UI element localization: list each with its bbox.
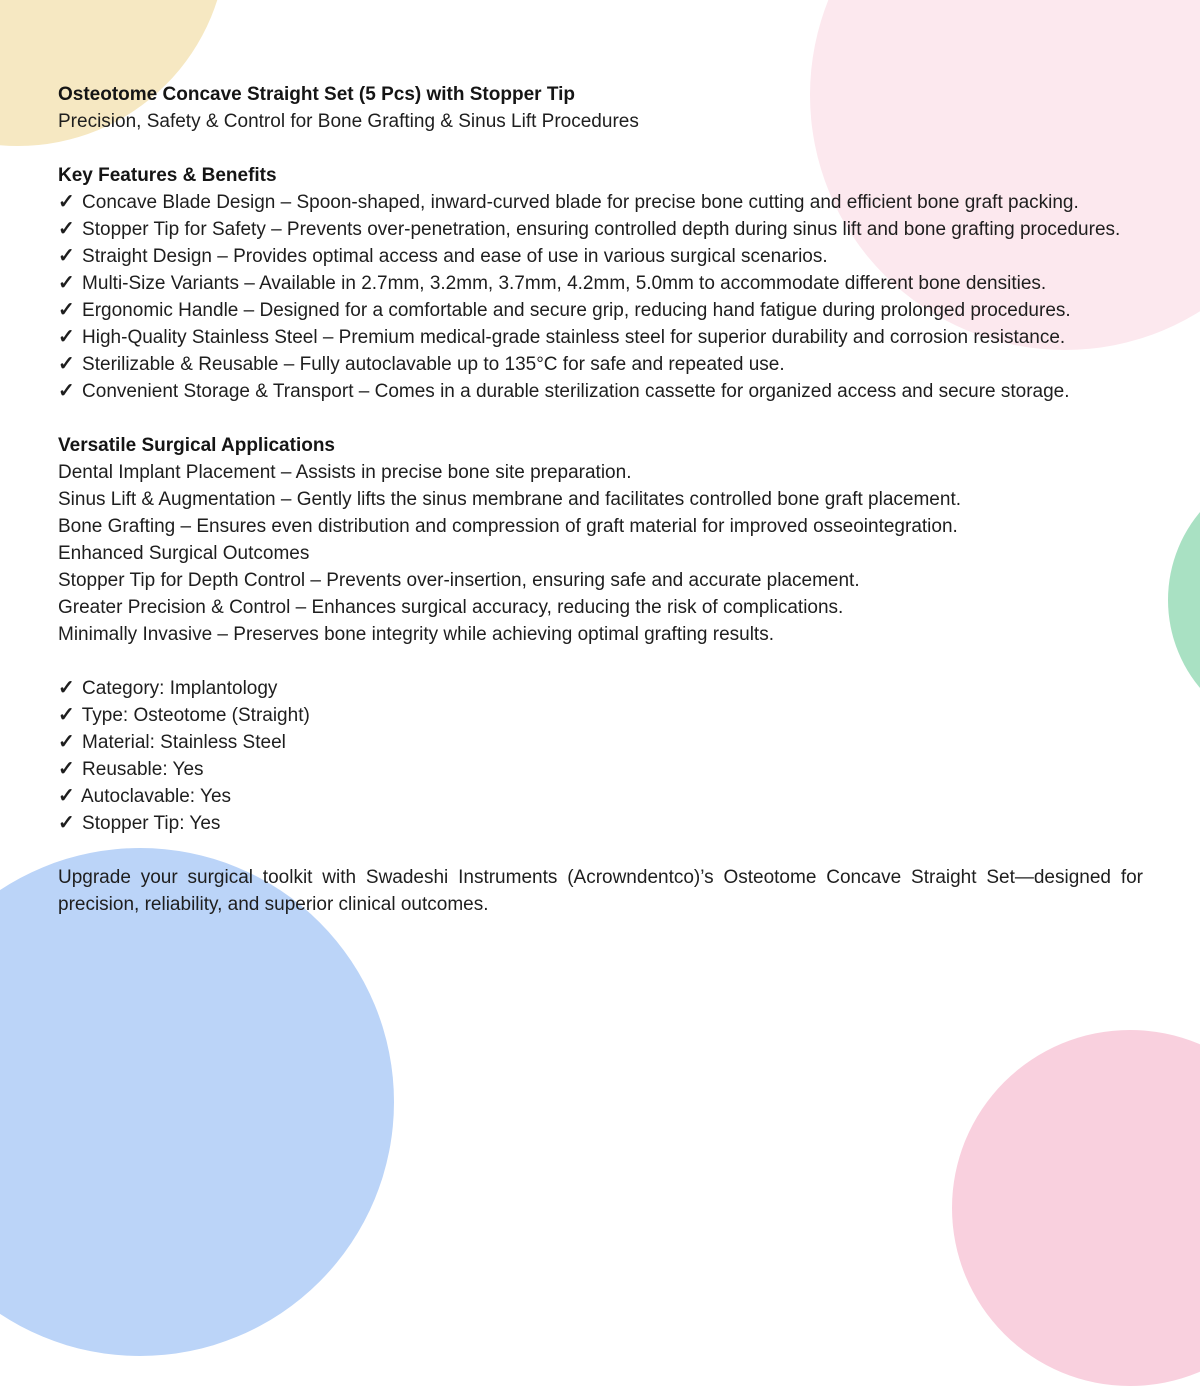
spec-item: [58, 783, 1143, 810]
check-icon: ✓: [58, 245, 75, 267]
check-icon: ✓: [58, 677, 75, 699]
check-icon: ✓: [58, 758, 75, 780]
check-icon: ✓: [58, 812, 75, 834]
feature-item: [58, 216, 1143, 243]
application-item: Stopper Tip for Depth Control – Prevents over-insertion, ensuring safe and accurate placement.: [58, 570, 860, 591]
spacer: [58, 837, 1143, 864]
spec-item: [58, 756, 1143, 783]
application-item: Enhanced Surgical Outcomes: [58, 543, 310, 564]
product-subtitle: Precision, Safety & Control for Bone Grafting & Sinus Lift Procedures: [58, 111, 639, 132]
closing-paragraph: Upgrade your surgical toolkit with Swadeshi Instruments (Acrowndentco)’s Osteotome Concave Straight Set—designed for precision, reliability, and superior clinical outcomes.: [58, 867, 1143, 915]
check-icon: ✓: [58, 785, 75, 807]
spacer: [58, 405, 1143, 432]
feature-text: Sterilizable & Reusable – Fully autoclavable up to 135°C for safe and repeated use.: [82, 354, 785, 375]
check-icon: ✓: [58, 704, 75, 726]
check-icon: ✓: [58, 380, 75, 402]
application-item: Bone Grafting – Ensures even distribution and compression of graft material for improved osseointegration.: [58, 516, 958, 537]
spec-text: Material: Stainless Steel: [82, 732, 286, 753]
spec-item: [58, 702, 1143, 729]
check-icon: ✓: [58, 353, 75, 375]
feature-item: [58, 189, 1143, 216]
feature-text: Ergonomic Handle – Designed for a comfortable and secure grip, reducing hand fatigue during prolonged procedures.: [82, 300, 1071, 321]
spacer: [58, 648, 1143, 675]
check-icon: ✓: [58, 218, 75, 240]
check-icon: ✓: [58, 272, 75, 294]
spec-text: Stopper Tip: Yes: [82, 813, 221, 834]
application-item: Dental Implant Placement – Assists in precise bone site preparation.: [58, 462, 632, 483]
application-item: Sinus Lift & Augmentation – Gently lifts the sinus membrane and facilitates controlled bone graft placement.: [58, 489, 962, 510]
application-item: Greater Precision & Control – Enhances surgical accuracy, reducing the risk of complications.: [58, 597, 844, 618]
feature-item: [58, 378, 1143, 405]
check-icon: ✓: [58, 731, 75, 753]
features-heading: Key Features & Benefits: [58, 165, 277, 186]
feature-text: Multi-Size Variants – Available in 2.7mm, 3.2mm, 3.7mm, 4.2mm, 5.0mm to accommodate different bone densities.: [82, 273, 1047, 294]
spec-item: [58, 810, 1143, 837]
spec-text: Type: Osteotome (Straight): [81, 705, 310, 726]
feature-text: Stopper Tip for Safety – Prevents over-penetration, ensuring controlled depth during sinus lift and bone grafting procedures.: [82, 219, 1121, 240]
feature-text: High-Quality Stainless Steel – Premium medical-grade stainless steel for superior durability and corrosion resistance.: [82, 327, 1066, 348]
spacer: [58, 135, 1143, 162]
spec-item: [58, 675, 1143, 702]
decor-circle-right: [1168, 463, 1200, 737]
decor-circle-bottom-right: [952, 1030, 1200, 1386]
check-icon: ✓: [58, 299, 75, 321]
decor-circle-bottom-left: [0, 848, 394, 1356]
feature-text: Concave Blade Design – Spoon-shaped, inward-curved blade for precise bone cutting and efficient bone graft packing.: [82, 192, 1079, 213]
feature-text: Convenient Storage & Transport – Comes in a durable sterilization cassette for organized access and secure storage.: [82, 381, 1070, 402]
document-body: [58, 81, 1143, 918]
feature-text: Straight Design – Provides optimal access and ease of use in various surgical scenarios.: [82, 246, 828, 267]
feature-item: [58, 243, 1143, 270]
feature-item: [58, 351, 1143, 378]
feature-item: [58, 270, 1143, 297]
spec-text: Category: Implantology: [82, 678, 278, 699]
check-icon: ✓: [58, 191, 75, 213]
check-icon: ✓: [58, 326, 75, 348]
application-item: Minimally Invasive – Preserves bone integrity while achieving optimal grafting results.: [58, 624, 774, 645]
feature-item: [58, 324, 1143, 351]
product-title: Osteotome Concave Straight Set (5 Pcs) with Stopper Tip: [58, 84, 575, 105]
feature-item: [58, 297, 1143, 324]
spec-item: [58, 729, 1143, 756]
spec-text: Reusable: Yes: [82, 759, 204, 780]
applications-heading: Versatile Surgical Applications: [58, 435, 336, 456]
spec-text: Autoclavable: Yes: [81, 786, 232, 807]
